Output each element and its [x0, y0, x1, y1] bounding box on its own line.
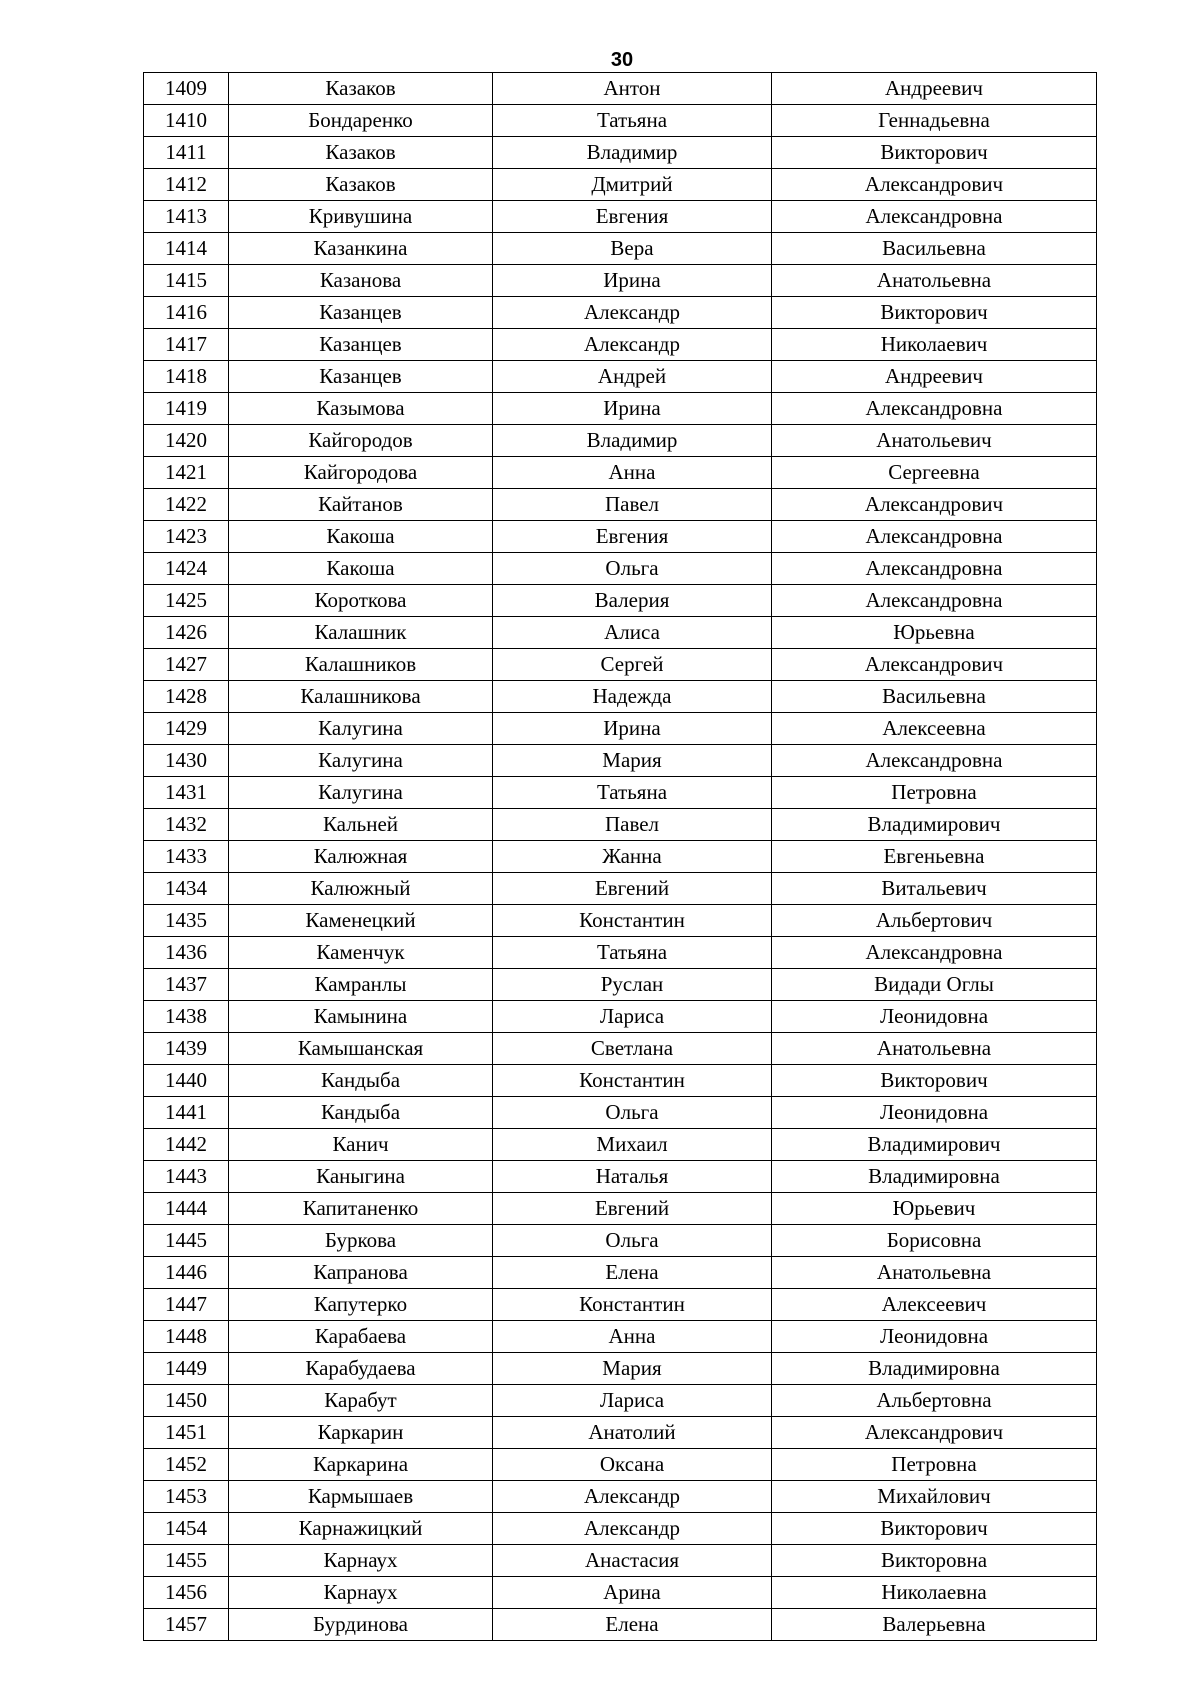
surname-cell: Казанцев — [229, 329, 493, 361]
table-row — [144, 1577, 1097, 1609]
first-name-cell: Дмитрий — [493, 169, 772, 201]
patronymic-cell: Владимирович — [772, 809, 1097, 841]
patronymic-cell: Леонидовна — [772, 1097, 1097, 1129]
table-row — [144, 1033, 1097, 1065]
table-row — [144, 137, 1097, 169]
surname-cell: Калашников — [229, 649, 493, 681]
row-number-cell: 1415 — [144, 265, 229, 297]
table-row — [144, 617, 1097, 649]
names-table — [143, 72, 1097, 1641]
row-number-cell: 1424 — [144, 553, 229, 585]
surname-cell: Калугина — [229, 777, 493, 809]
surname-cell: Калашник — [229, 617, 493, 649]
table-row — [144, 1193, 1097, 1225]
table-row — [144, 713, 1097, 745]
first-name-cell: Константин — [493, 905, 772, 937]
first-name-cell: Елена — [493, 1609, 772, 1641]
surname-cell: Капутерко — [229, 1289, 493, 1321]
patronymic-cell: Викторович — [772, 1513, 1097, 1545]
table-row — [144, 521, 1097, 553]
patronymic-cell: Александровна — [772, 393, 1097, 425]
row-number-cell: 1420 — [144, 425, 229, 457]
surname-cell: Бурдинова — [229, 1609, 493, 1641]
patronymic-cell: Владимировна — [772, 1353, 1097, 1385]
patronymic-cell: Викторович — [772, 137, 1097, 169]
row-number-cell: 1432 — [144, 809, 229, 841]
patronymic-cell: Алексеевич — [772, 1289, 1097, 1321]
surname-cell: Казаков — [229, 73, 493, 105]
row-number-cell: 1447 — [144, 1289, 229, 1321]
first-name-cell: Сергей — [493, 649, 772, 681]
table-row — [144, 1097, 1097, 1129]
table-row — [144, 1385, 1097, 1417]
table-row — [144, 1065, 1097, 1097]
table-row — [144, 1449, 1097, 1481]
first-name-cell: Ольга — [493, 1225, 772, 1257]
patronymic-cell: Викторович — [772, 1065, 1097, 1097]
first-name-cell: Анатолий — [493, 1417, 772, 1449]
row-number-cell: 1426 — [144, 617, 229, 649]
patronymic-cell: Александровна — [772, 553, 1097, 585]
row-number-cell: 1425 — [144, 585, 229, 617]
surname-cell: Кайгородова — [229, 457, 493, 489]
table-row — [144, 297, 1097, 329]
row-number-cell: 1438 — [144, 1001, 229, 1033]
table-row — [144, 1161, 1097, 1193]
patronymic-cell: Альбертович — [772, 905, 1097, 937]
table-row — [144, 649, 1097, 681]
patronymic-cell: Юрьевна — [772, 617, 1097, 649]
table-row — [144, 73, 1097, 105]
patronymic-cell: Михайлович — [772, 1481, 1097, 1513]
surname-cell: Калугина — [229, 713, 493, 745]
surname-cell: Калюжная — [229, 841, 493, 873]
first-name-cell: Татьяна — [493, 105, 772, 137]
first-name-cell: Елена — [493, 1257, 772, 1289]
patronymic-cell: Альбертовна — [772, 1385, 1097, 1417]
row-number-cell: 1442 — [144, 1129, 229, 1161]
row-number-cell: 1450 — [144, 1385, 229, 1417]
first-name-cell: Евгения — [493, 521, 772, 553]
first-name-cell: Андрей — [493, 361, 772, 393]
table-row — [144, 1417, 1097, 1449]
surname-cell: Кайтанов — [229, 489, 493, 521]
first-name-cell: Ирина — [493, 393, 772, 425]
surname-cell: Кандыба — [229, 1097, 493, 1129]
patronymic-cell: Петровна — [772, 777, 1097, 809]
row-number-cell: 1434 — [144, 873, 229, 905]
patronymic-cell: Леонидовна — [772, 1321, 1097, 1353]
patronymic-cell: Андреевич — [772, 73, 1097, 105]
surname-cell: Карабут — [229, 1385, 493, 1417]
surname-cell: Карнажицкий — [229, 1513, 493, 1545]
surname-cell: Калюжный — [229, 873, 493, 905]
table-row — [144, 969, 1097, 1001]
surname-cell: Казанкина — [229, 233, 493, 265]
patronymic-cell: Александрович — [772, 1417, 1097, 1449]
table-row — [144, 1001, 1097, 1033]
row-number-cell: 1456 — [144, 1577, 229, 1609]
surname-cell: Каныгина — [229, 1161, 493, 1193]
surname-cell: Камынина — [229, 1001, 493, 1033]
row-number-cell: 1419 — [144, 393, 229, 425]
row-number-cell: 1457 — [144, 1609, 229, 1641]
table-row — [144, 329, 1097, 361]
first-name-cell: Анна — [493, 1321, 772, 1353]
table-row — [144, 681, 1097, 713]
patronymic-cell: Сергеевна — [772, 457, 1097, 489]
first-name-cell: Антон — [493, 73, 772, 105]
table-row — [144, 1609, 1097, 1641]
surname-cell: Казанцев — [229, 361, 493, 393]
first-name-cell: Константин — [493, 1289, 772, 1321]
row-number-cell: 1437 — [144, 969, 229, 1001]
table-row — [144, 233, 1097, 265]
row-number-cell: 1428 — [144, 681, 229, 713]
surname-cell: Буркова — [229, 1225, 493, 1257]
patronymic-cell: Александровна — [772, 585, 1097, 617]
patronymic-cell: Викторович — [772, 297, 1097, 329]
row-number-cell: 1417 — [144, 329, 229, 361]
patronymic-cell: Анатольевна — [772, 1033, 1097, 1065]
patronymic-cell: Александровна — [772, 201, 1097, 233]
patronymic-cell: Андреевич — [772, 361, 1097, 393]
surname-cell: Каркарина — [229, 1449, 493, 1481]
row-number-cell: 1454 — [144, 1513, 229, 1545]
first-name-cell: Наталья — [493, 1161, 772, 1193]
row-number-cell: 1441 — [144, 1097, 229, 1129]
row-number-cell: 1429 — [144, 713, 229, 745]
table-row — [144, 1225, 1097, 1257]
surname-cell: Капранова — [229, 1257, 493, 1289]
first-name-cell: Руслан — [493, 969, 772, 1001]
row-number-cell: 1452 — [144, 1449, 229, 1481]
first-name-cell: Александр — [493, 297, 772, 329]
first-name-cell: Жанна — [493, 841, 772, 873]
first-name-cell: Павел — [493, 489, 772, 521]
first-name-cell: Александр — [493, 1513, 772, 1545]
table-row — [144, 361, 1097, 393]
row-number-cell: 1423 — [144, 521, 229, 553]
first-name-cell: Евгений — [493, 873, 772, 905]
table-row — [144, 777, 1097, 809]
first-name-cell: Евгения — [493, 201, 772, 233]
row-number-cell: 1433 — [144, 841, 229, 873]
row-number-cell: 1430 — [144, 745, 229, 777]
first-name-cell: Ирина — [493, 713, 772, 745]
surname-cell: Каменецкий — [229, 905, 493, 937]
table-row — [144, 905, 1097, 937]
row-number-cell: 1440 — [144, 1065, 229, 1097]
row-number-cell: 1422 — [144, 489, 229, 521]
table-row — [144, 105, 1097, 137]
row-number-cell: 1443 — [144, 1161, 229, 1193]
patronymic-cell: Александрович — [772, 169, 1097, 201]
first-name-cell: Алиса — [493, 617, 772, 649]
surname-cell: Капитаненко — [229, 1193, 493, 1225]
patronymic-cell: Александрович — [772, 649, 1097, 681]
surname-cell: Кандыба — [229, 1065, 493, 1097]
row-number-cell: 1435 — [144, 905, 229, 937]
patronymic-cell: Александровна — [772, 521, 1097, 553]
first-name-cell: Ирина — [493, 265, 772, 297]
surname-cell: Кайгородов — [229, 425, 493, 457]
patronymic-cell: Васильевна — [772, 233, 1097, 265]
patronymic-cell: Алексеевна — [772, 713, 1097, 745]
table-row — [144, 745, 1097, 777]
first-name-cell: Оксана — [493, 1449, 772, 1481]
patronymic-cell: Леонидовна — [772, 1001, 1097, 1033]
first-name-cell: Константин — [493, 1065, 772, 1097]
patronymic-cell: Анатольевич — [772, 425, 1097, 457]
patronymic-cell: Александровна — [772, 745, 1097, 777]
row-number-cell: 1431 — [144, 777, 229, 809]
row-number-cell: 1410 — [144, 105, 229, 137]
first-name-cell: Мария — [493, 1353, 772, 1385]
surname-cell: Карнаух — [229, 1577, 493, 1609]
table-row — [144, 1129, 1097, 1161]
table-row — [144, 1321, 1097, 1353]
first-name-cell: Анастасия — [493, 1545, 772, 1577]
row-number-cell: 1421 — [144, 457, 229, 489]
patronymic-cell: Анатольевна — [772, 265, 1097, 297]
patronymic-cell: Владимировна — [772, 1161, 1097, 1193]
patronymic-cell: Николаевич — [772, 329, 1097, 361]
first-name-cell: Александр — [493, 329, 772, 361]
table-row — [144, 1545, 1097, 1577]
row-number-cell: 1448 — [144, 1321, 229, 1353]
row-number-cell: 1414 — [144, 233, 229, 265]
row-number-cell: 1439 — [144, 1033, 229, 1065]
row-number-cell: 1451 — [144, 1417, 229, 1449]
patronymic-cell: Валерьевна — [772, 1609, 1097, 1641]
surname-cell: Карабаева — [229, 1321, 493, 1353]
row-number-cell: 1427 — [144, 649, 229, 681]
table-row — [144, 1289, 1097, 1321]
patronymic-cell: Васильевна — [772, 681, 1097, 713]
first-name-cell: Михаил — [493, 1129, 772, 1161]
row-number-cell: 1453 — [144, 1481, 229, 1513]
surname-cell: Канич — [229, 1129, 493, 1161]
table-row — [144, 1353, 1097, 1385]
patronymic-cell: Видади Оглы — [772, 969, 1097, 1001]
patronymic-cell: Анатольевна — [772, 1257, 1097, 1289]
surname-cell: Кривушина — [229, 201, 493, 233]
first-name-cell: Арина — [493, 1577, 772, 1609]
table-row — [144, 841, 1097, 873]
surname-cell: Казанцев — [229, 297, 493, 329]
surname-cell: Какоша — [229, 553, 493, 585]
first-name-cell: Владимир — [493, 425, 772, 457]
surname-cell: Камышанская — [229, 1033, 493, 1065]
first-name-cell: Анна — [493, 457, 772, 489]
page-number: 30 — [610, 49, 634, 71]
first-name-cell: Надежда — [493, 681, 772, 713]
row-number-cell: 1455 — [144, 1545, 229, 1577]
table-row — [144, 553, 1097, 585]
first-name-cell: Владимир — [493, 137, 772, 169]
first-name-cell: Татьяна — [493, 937, 772, 969]
patronymic-cell: Владимирович — [772, 1129, 1097, 1161]
table-row — [144, 937, 1097, 969]
surname-cell: Кальней — [229, 809, 493, 841]
patronymic-cell: Александрович — [772, 489, 1097, 521]
row-number-cell: 1416 — [144, 297, 229, 329]
table-row — [144, 585, 1097, 617]
first-name-cell: Евгений — [493, 1193, 772, 1225]
surname-cell: Короткова — [229, 585, 493, 617]
patronymic-cell: Геннадьевна — [772, 105, 1097, 137]
patronymic-cell: Витальевич — [772, 873, 1097, 905]
row-number-cell: 1449 — [144, 1353, 229, 1385]
names-table-body — [144, 73, 1097, 1641]
table-row — [144, 1513, 1097, 1545]
table-row — [144, 201, 1097, 233]
surname-cell: Казаков — [229, 137, 493, 169]
first-name-cell: Лариса — [493, 1001, 772, 1033]
table-row — [144, 1257, 1097, 1289]
surname-cell: Кармышаев — [229, 1481, 493, 1513]
surname-cell: Карабудаева — [229, 1353, 493, 1385]
patronymic-cell: Александровна — [772, 937, 1097, 969]
surname-cell: Камранлы — [229, 969, 493, 1001]
surname-cell: Бондаренко — [229, 105, 493, 137]
patronymic-cell: Викторовна — [772, 1545, 1097, 1577]
patronymic-cell: Юрьевич — [772, 1193, 1097, 1225]
table-row — [144, 489, 1097, 521]
row-number-cell: 1444 — [144, 1193, 229, 1225]
first-name-cell: Вера — [493, 233, 772, 265]
surname-cell: Калугина — [229, 745, 493, 777]
table-row — [144, 1481, 1097, 1513]
row-number-cell: 1412 — [144, 169, 229, 201]
table-row — [144, 873, 1097, 905]
surname-cell: Карнаух — [229, 1545, 493, 1577]
row-number-cell: 1445 — [144, 1225, 229, 1257]
patronymic-cell: Петровна — [772, 1449, 1097, 1481]
table-row — [144, 457, 1097, 489]
patronymic-cell: Николаевна — [772, 1577, 1097, 1609]
first-name-cell: Светлана — [493, 1033, 772, 1065]
row-number-cell: 1418 — [144, 361, 229, 393]
first-name-cell: Ольга — [493, 1097, 772, 1129]
surname-cell: Калашникова — [229, 681, 493, 713]
row-number-cell: 1411 — [144, 137, 229, 169]
first-name-cell: Татьяна — [493, 777, 772, 809]
surname-cell: Какоша — [229, 521, 493, 553]
surname-cell: Каркарин — [229, 1417, 493, 1449]
patronymic-cell: Евгеньевна — [772, 841, 1097, 873]
row-number-cell: 1436 — [144, 937, 229, 969]
surname-cell: Казаков — [229, 169, 493, 201]
row-number-cell: 1413 — [144, 201, 229, 233]
surname-cell: Казанова — [229, 265, 493, 297]
surname-cell: Казымова — [229, 393, 493, 425]
patronymic-cell: Борисовна — [772, 1225, 1097, 1257]
first-name-cell: Валерия — [493, 585, 772, 617]
first-name-cell: Александр — [493, 1481, 772, 1513]
table-row — [144, 169, 1097, 201]
row-number-cell: 1409 — [144, 73, 229, 105]
row-number-cell: 1446 — [144, 1257, 229, 1289]
table-row — [144, 265, 1097, 297]
first-name-cell: Мария — [493, 745, 772, 777]
first-name-cell: Павел — [493, 809, 772, 841]
surname-cell: Каменчук — [229, 937, 493, 969]
table-row — [144, 393, 1097, 425]
table-row — [144, 809, 1097, 841]
first-name-cell: Ольга — [493, 553, 772, 585]
table-row — [144, 425, 1097, 457]
first-name-cell: Лариса — [493, 1385, 772, 1417]
